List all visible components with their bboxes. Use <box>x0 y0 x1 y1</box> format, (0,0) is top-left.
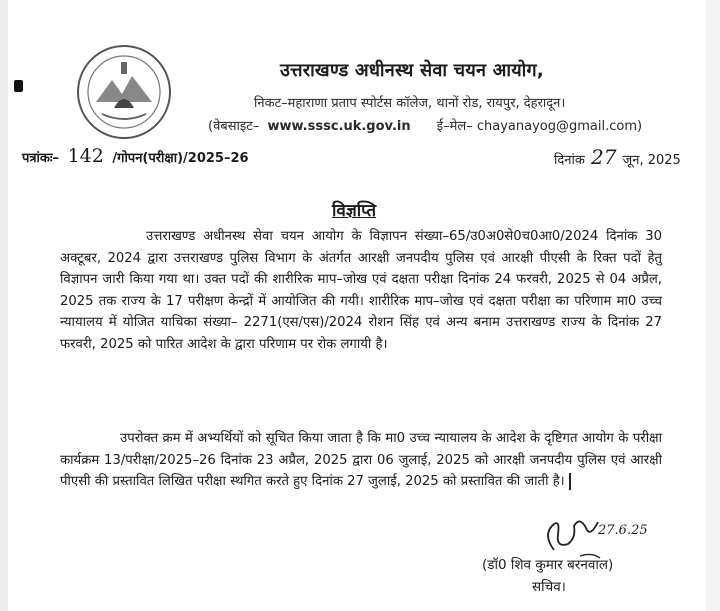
letter-number <box>22 145 249 167</box>
letter-number-prefix: पत्रांकः– <box>22 151 60 166</box>
scan-border-right <box>706 0 720 611</box>
scan-border-left <box>0 0 8 611</box>
signature-date: 27.6.25 <box>598 523 648 538</box>
notice-paragraph-1: उत्तराखण्ड अधीनस्थ सेवा चयन आयोग के विज्ञापन संख्या–65/उ0अ0से0च0आ0/2024 दिनांक 30 अक्टूबर, 2024 द्वारा उत्तराखण्ड पुलिस विभाग के अंतर्गत आरक्षी जनपदीय पुलिस एवं आरक्षी पीएसी के रिक्त पदों हेतु विज्ञापन जारी किया गया था। उक्त पदों की शारीरिक माप–जोख एवं दक्षता परीक्षा दिनांक 24 फरवरी, 2025 से 04 अप्रैल, 2025 तक राज्य के 17 परीक्षण केन्द्रों में आयोजित की गयी। शारीरिक माप–जोख एवं दक्षता परीक्षा का परिणाम मा0 उच्च न्यायालय में योजित याचिका संख्या– 2271(एस/एस)/2024 रोशन सिंह एवं अन्य बनाम उत्तराखण्ड राज्य के दिनांक 27 फरवरी, 2025 को पारित आदेश के द्वारा परिणाम पर रोक लगायी है। <box>60 229 662 352</box>
website-link[interactable]: www.sssc.uk.gov.in <box>267 119 411 134</box>
margin-mark <box>14 80 23 92</box>
email-label: ई–मेल– <box>436 119 473 134</box>
letter-date-handwritten-day: 27 <box>590 145 617 169</box>
letter-number-handwritten: 142 <box>67 145 104 167</box>
contact-line <box>208 116 642 134</box>
notice-paragraph-2-text: उपरोक्त क्रम में अभ्यर्थियों को सूचित किया जाता है कि मा0 उच्च न्यायालय के आदेश के दृष्टिगत आयोग के परीक्षा कार्यक्रम 13/परीक्षा/2025–26 दिनांक 23 अप्रैल, 2025 द्वारा 06 जुलाई, 2025 को आरक्षी जनपदीय पुलिस एवं आरक्षी पीएसी की प्रस्तावित लिखित परीक्षा स्थगित करते हुए दिनांक 27 जुलाई, 2025 को प्रस्तावित की जाती है। <box>60 431 662 489</box>
commission-name: उत्तराखण्ड अधीनस्थ सेवा चयन आयोग, <box>280 60 544 81</box>
notice-title: विज्ञप्ति <box>332 201 377 221</box>
letter-date <box>554 145 681 169</box>
signatory-name: (डॉ0 शिव कुमार बरनवाल) <box>482 557 614 573</box>
signatory-designation: सचिव। <box>532 579 566 595</box>
end-mark <box>569 473 571 490</box>
website-label: (वेबसाइट– <box>208 119 260 134</box>
notice-paragraph-2 <box>60 428 662 493</box>
commission-emblem-logo <box>58 42 190 142</box>
commission-address: निकट–महाराणा प्रताप स्पोर्टस कॉलेज, थानों रोड, रायपुर, देहरादून। <box>254 96 566 111</box>
email-link[interactable]: chayanayog@gmail.com) <box>476 119 643 134</box>
letter-date-suffix: जून, 2025 <box>622 153 681 168</box>
letter-number-suffix: /गोपन(परीक्षा)/2025–26 <box>112 151 249 166</box>
letter-date-prefix: दिनांक <box>554 153 585 168</box>
